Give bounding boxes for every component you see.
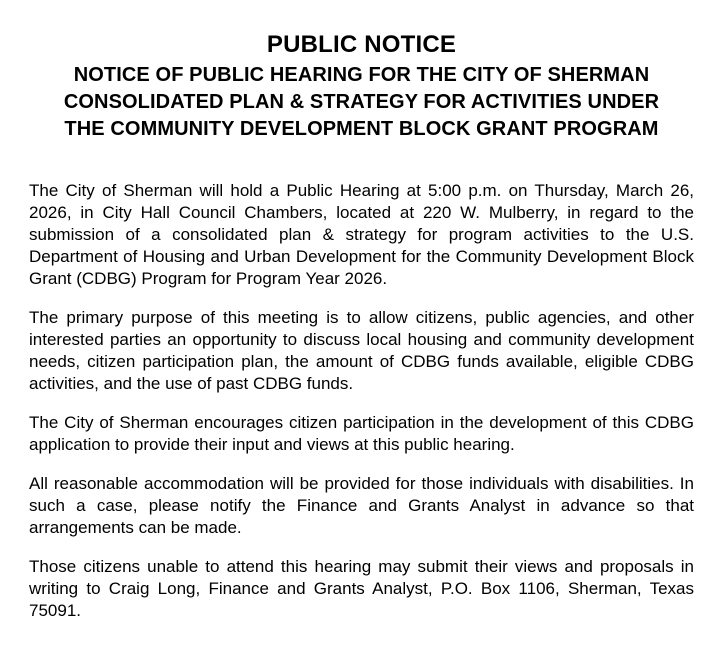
paragraph-citizen-participation: The City of Sherman encourages citizen participation in the development of this CDBG application to provide their input and views at this public hearing.: [29, 413, 694, 454]
paragraph-written-submissions: Those citizens unable to attend this hearing may submit their views and proposals in writing to Craig Long, Finance and Grants Analyst, P.O. Box 1106, Sherman, Texas 75091.: [29, 557, 694, 620]
notice-body: [29, 180, 694, 622]
subtitle-line-2: CONSOLIDATED PLAN & STRATEGY FOR ACTIVITIES UNDER: [63, 91, 660, 113]
notice-header: [29, 30, 694, 143]
paragraph-meeting-purpose: The primary purpose of this meeting is to allow citizens, public agencies, and other interested parties an opportunity to discuss local housing and community development needs, citizen participation plan, the amount of CDBG funds available, eligible CDBG activities, and the use of past CDBG funds.: [29, 308, 694, 393]
notice-subtitle: [29, 62, 694, 143]
page-title: PUBLIC NOTICE: [266, 31, 457, 58]
subtitle-line-1: NOTICE OF PUBLIC HEARING FOR THE CITY OF SHERMAN: [73, 64, 650, 86]
paragraph-accommodation: All reasonable accommodation will be provided for those individuals with disabilities. In such a case, please notify the Finance and Grants Analyst in advance so that arrangements can be made.: [29, 474, 694, 537]
subtitle-line-3: THE COMMUNITY DEVELOPMENT BLOCK GRANT PROGRAM: [64, 118, 659, 140]
paragraph-hearing-details: The City of Sherman will hold a Public Hearing at 5:00 p.m. on Thursday, March 26, 2026, in City Hall Council Chambers, located at 220 W. Mulberry, in regard to the submission of a consolidated plan & strategy for program activities to the U.S. Department of Housing and Urban Development for the Community Development Block Grant (CDBG) Program for Program Year 2026.: [29, 181, 694, 288]
